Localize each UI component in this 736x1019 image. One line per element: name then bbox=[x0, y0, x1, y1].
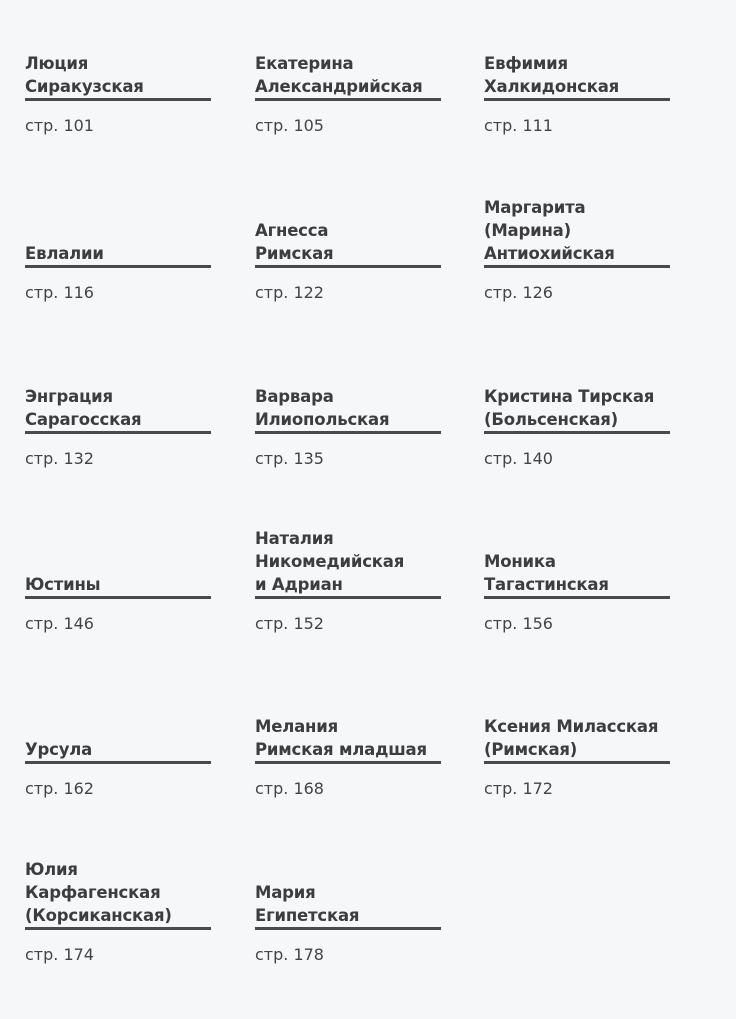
entry-title: Юстины bbox=[25, 575, 101, 594]
entry-page-ref: стр. 111 bbox=[484, 116, 553, 135]
entry-title: Мелания Римская младшая bbox=[255, 717, 427, 759]
entry-title: Агнесса Римская bbox=[255, 221, 334, 263]
entry-page-ref: стр. 168 bbox=[255, 779, 324, 798]
entry-title: Кристина Тирская (Больсенская) bbox=[484, 387, 655, 429]
toc-entry[interactable] bbox=[25, 538, 211, 688]
divider-rule bbox=[484, 761, 670, 764]
toc-entry[interactable] bbox=[484, 373, 670, 523]
toc-entry[interactable] bbox=[25, 860, 211, 1019]
toc-entry[interactable] bbox=[255, 40, 441, 190]
toc-entry[interactable] bbox=[255, 703, 441, 853]
entry-page-ref: стр. 156 bbox=[484, 614, 553, 633]
divider-rule bbox=[255, 927, 441, 930]
entry-page-ref: стр. 178 bbox=[255, 945, 324, 964]
entry-title: Мария Египетская bbox=[255, 883, 360, 925]
entry-title: Люция Сиракузская bbox=[25, 54, 144, 96]
divider-rule bbox=[255, 761, 441, 764]
divider-rule bbox=[25, 761, 211, 764]
entry-title: Варвара Илиопольская bbox=[255, 387, 390, 429]
divider-rule bbox=[484, 596, 670, 599]
entry-page-ref: стр. 162 bbox=[25, 779, 94, 798]
toc-entry[interactable] bbox=[255, 207, 441, 357]
entry-page-ref: стр. 132 bbox=[25, 449, 94, 468]
entry-title: Наталия Никомедийская и Адриан bbox=[255, 529, 405, 594]
entry-title: Ксения Миласская (Римская) bbox=[484, 717, 659, 759]
entry-page-ref: стр. 105 bbox=[255, 116, 324, 135]
divider-rule bbox=[255, 431, 441, 434]
entry-title: Урсула bbox=[25, 740, 93, 759]
toc-entry[interactable] bbox=[25, 40, 211, 190]
divider-rule bbox=[484, 265, 670, 268]
entry-page-ref: стр. 174 bbox=[25, 945, 94, 964]
divider-rule bbox=[484, 431, 670, 434]
entry-page-ref: стр. 172 bbox=[484, 779, 553, 798]
entry-title: Моника Тагастинская bbox=[484, 552, 609, 594]
entry-title: Екатерина Александрийская bbox=[255, 54, 423, 96]
toc-entry[interactable] bbox=[484, 40, 670, 190]
entry-page-ref: стр. 126 bbox=[484, 283, 553, 302]
divider-rule bbox=[25, 98, 211, 101]
entry-title: Энграция Сарагосская bbox=[25, 387, 142, 429]
entry-page-ref: стр. 140 bbox=[484, 449, 553, 468]
entry-page-ref: стр. 101 bbox=[25, 116, 94, 135]
divider-rule bbox=[255, 98, 441, 101]
entry-page-ref: стр. 146 bbox=[25, 614, 94, 633]
entry-page-ref: стр. 122 bbox=[255, 283, 324, 302]
divider-rule bbox=[484, 98, 670, 101]
entry-page-ref: стр. 135 bbox=[255, 449, 324, 468]
entry-page-ref: стр. 152 bbox=[255, 614, 324, 633]
toc-entry[interactable] bbox=[25, 207, 211, 357]
entry-title: Маргарита (Марина) Антиохийская bbox=[484, 198, 615, 263]
toc-entry[interactable] bbox=[255, 529, 441, 688]
divider-rule bbox=[255, 265, 441, 268]
toc-entry[interactable] bbox=[25, 373, 211, 523]
divider-rule bbox=[25, 431, 211, 434]
entry-title: Евфимия Халкидонская bbox=[484, 54, 620, 96]
toc-entry[interactable] bbox=[25, 703, 211, 853]
toc-entry[interactable] bbox=[255, 869, 441, 1019]
entry-page-ref: стр. 116 bbox=[25, 283, 94, 302]
divider-rule bbox=[25, 265, 211, 268]
entry-title: Евлалии bbox=[25, 244, 104, 263]
toc-entry[interactable] bbox=[484, 703, 670, 853]
divider-rule bbox=[255, 596, 441, 599]
toc-entry[interactable] bbox=[484, 538, 670, 688]
entry-title: Юлия Карфагенская (Корсиканская) bbox=[25, 860, 172, 925]
divider-rule bbox=[25, 596, 211, 599]
toc-entry[interactable] bbox=[255, 373, 441, 523]
toc-entry[interactable] bbox=[484, 198, 670, 357]
divider-rule bbox=[25, 927, 211, 930]
